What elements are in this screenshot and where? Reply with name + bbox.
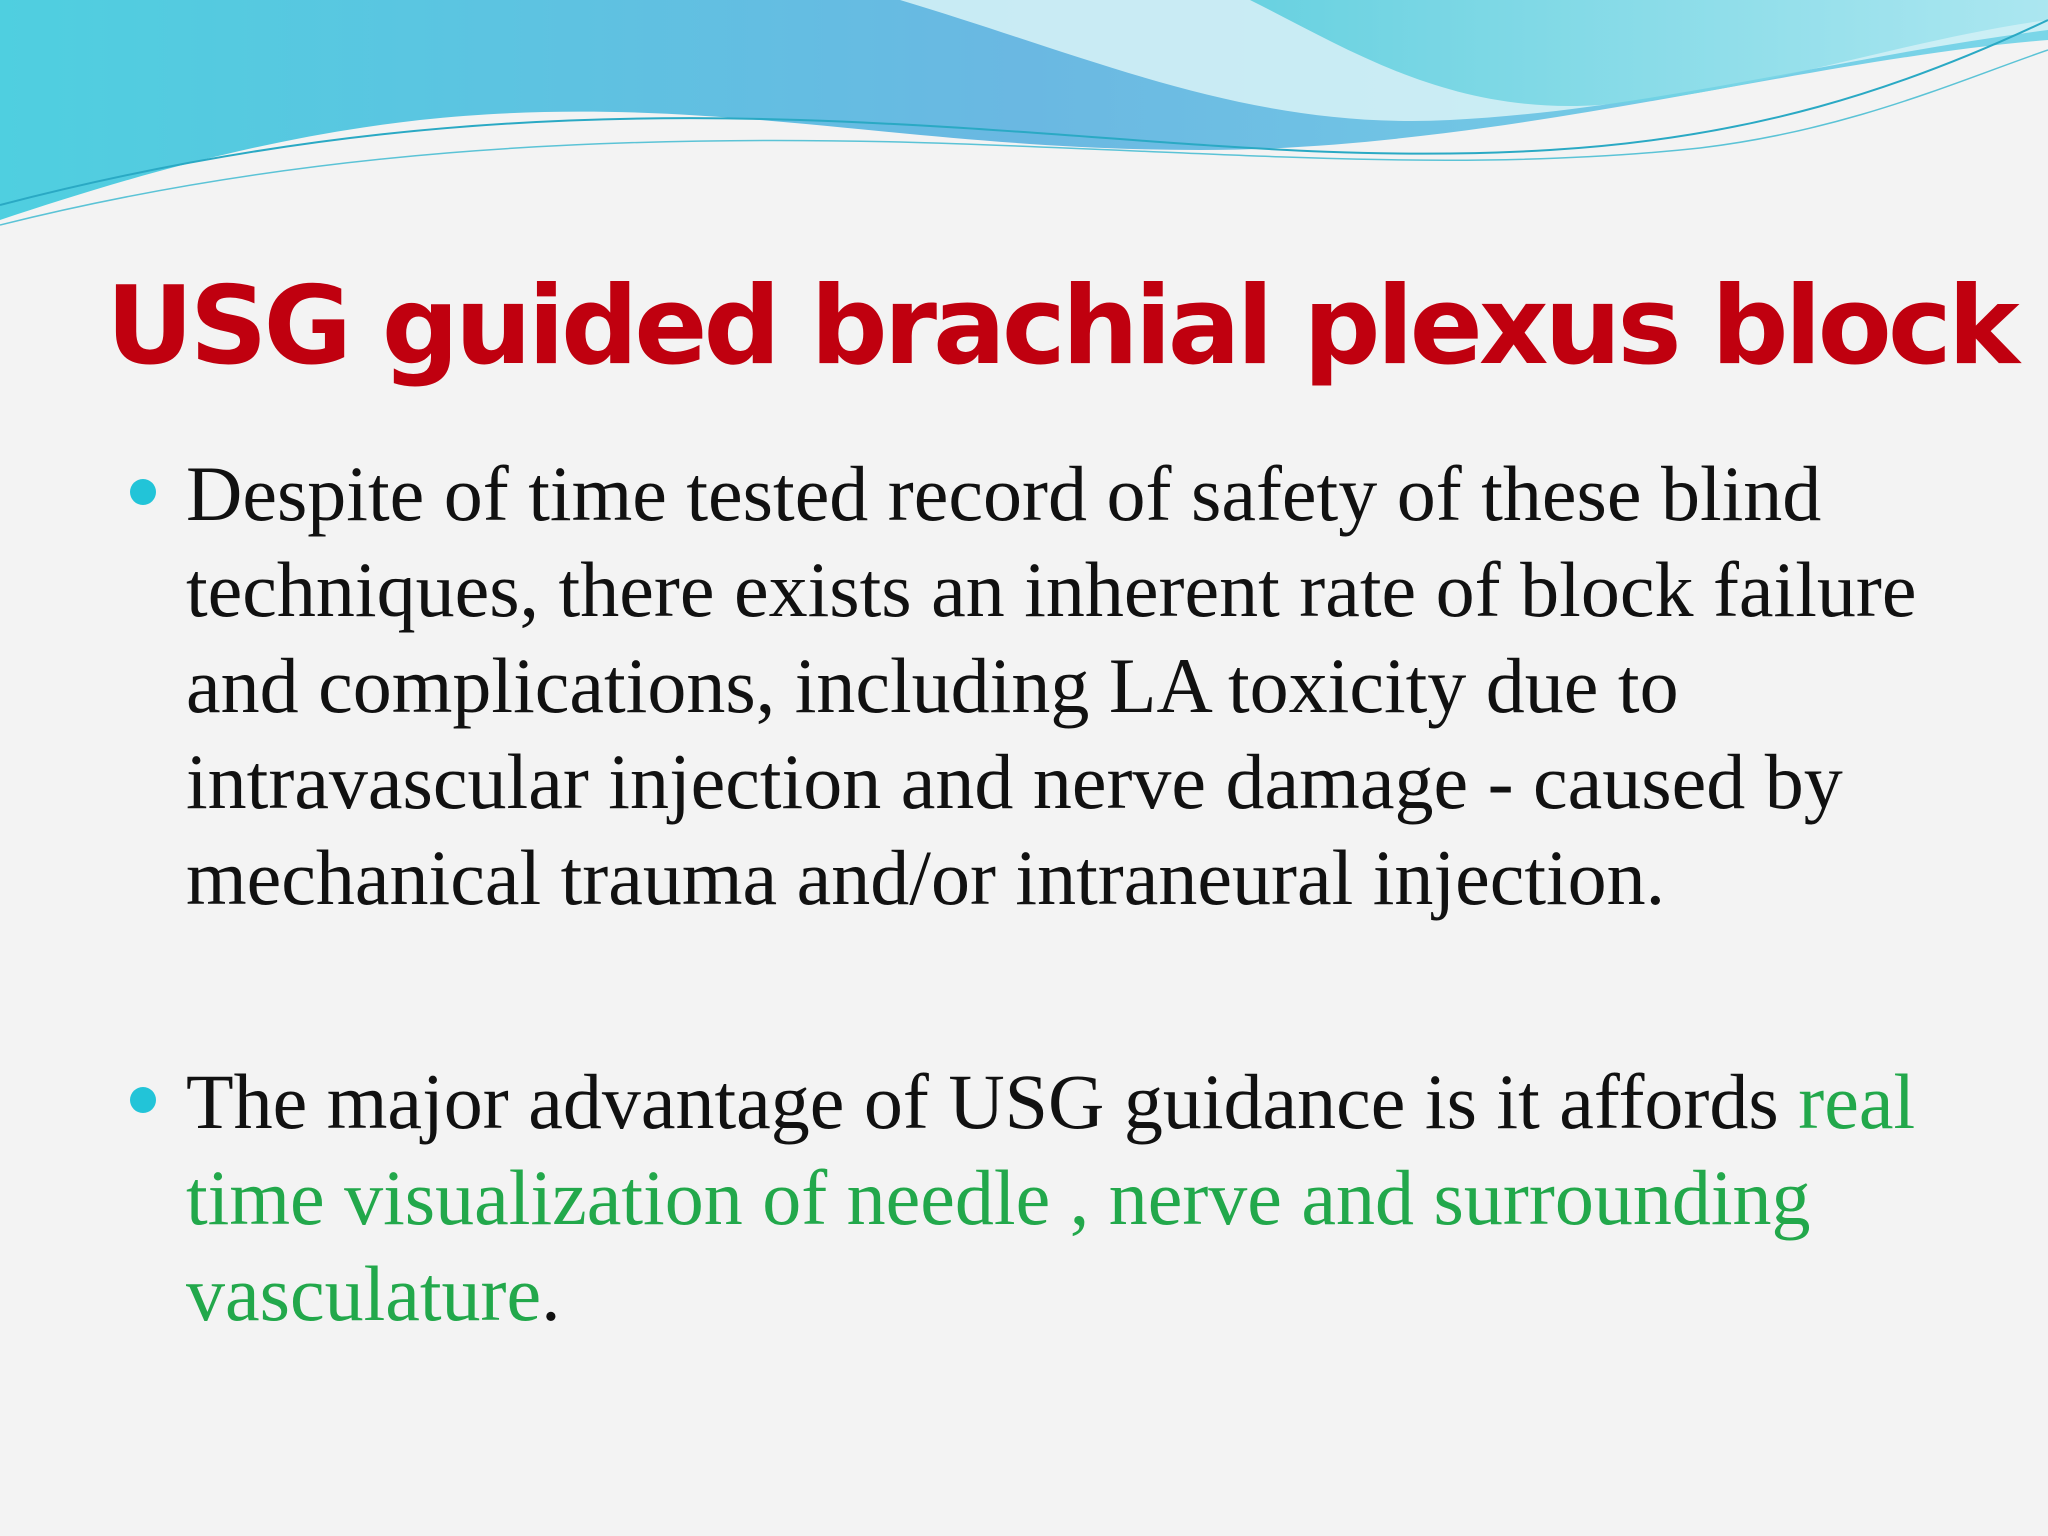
- round-bullet-icon: [130, 1087, 156, 1113]
- bullet-text: Despite of time tested record of safety of these blind techniques, there exists an inherent rate of block failure and complications, including LA toxicity due to intravascular injection and nerve damage - caused by mechanical trauma and/or intraneural injection.: [186, 450, 1917, 921]
- bullet-text: The major advantage of USG guidance is it affords: [186, 1058, 1779, 1145]
- wave-decoration: [0, 0, 2048, 240]
- highlighted-text: real time visualization of needle , nerve and surrounding vasculature: [186, 1058, 1916, 1337]
- round-bullet-icon: [130, 479, 156, 505]
- bullet-item: [130, 446, 1930, 926]
- bullet-period: .: [541, 1250, 561, 1337]
- bullet-list: [130, 446, 1930, 1342]
- bullet-item: [130, 1054, 1930, 1342]
- slide-title: USG guided brachial plexus block: [106, 264, 2016, 389]
